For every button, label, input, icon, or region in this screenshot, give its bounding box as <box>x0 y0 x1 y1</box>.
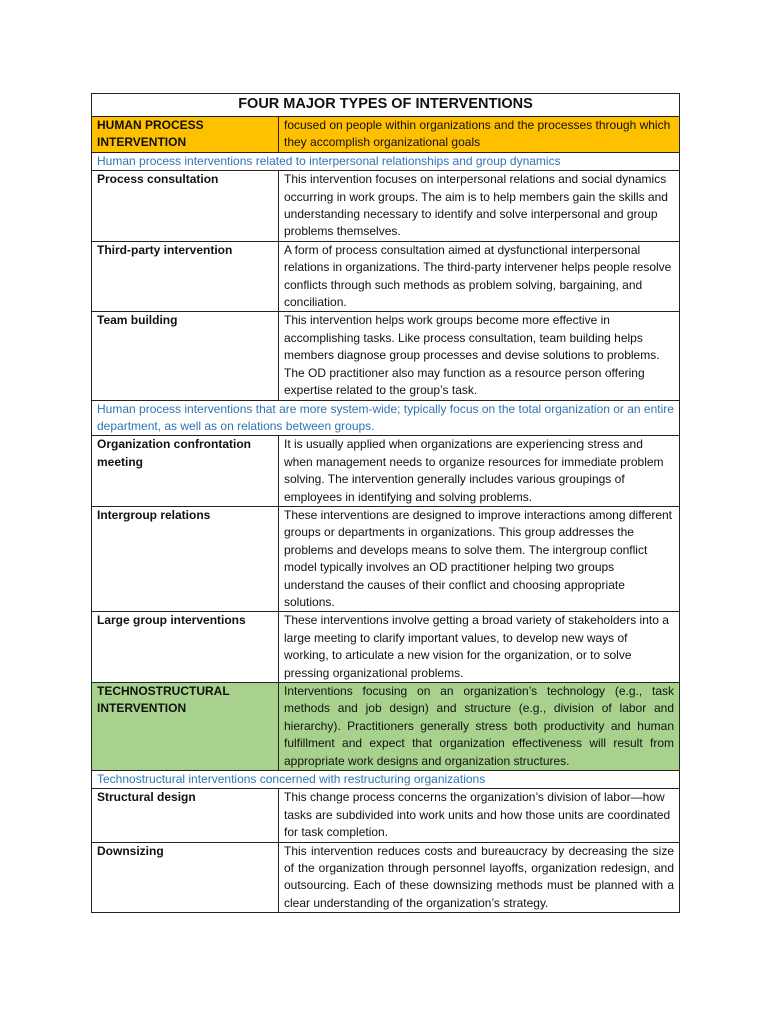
intervention-description: This intervention reduces costs and bureaucracy by decreasing the size of the organization through personnel layoffs, organization redesign, and outsourcing. Each of these downsizing methods must be planned with a clear understanding of the organization’s strategy. <box>279 842 680 913</box>
table-row <box>92 789 680 842</box>
category-description: Interventions focusing on an organization’s technology (e.g., task methods and job design) and structure (e.g., division of labor and hierarchy). Practitioners generally stress both productivity and human fulfillment and expect that organization effectiveness will result from appropriate work designs and organization structures. <box>279 683 680 771</box>
intervention-name: Large group interventions <box>92 612 279 683</box>
subheading-system-wide: Human process interventions that are more system-wide; typically focus on the total organization or an entire department, as well as on relations between groups. <box>92 400 680 436</box>
intervention-description: This change process concerns the organization’s division of labor—how tasks are subdivided into work units and how those units are coordinated for task completion. <box>279 789 680 842</box>
intervention-name: Intergroup relations <box>92 506 279 611</box>
intervention-name: Third-party intervention <box>92 241 279 312</box>
table-row <box>92 312 680 400</box>
intervention-name: Team building <box>92 312 279 400</box>
table-row <box>92 506 680 611</box>
intervention-description: This intervention focuses on interpersonal relations and social dynamics occurring in work groups. The aim is to help members gain the skills and understanding necessary to identify and solve interpersonal and group problems themselves. <box>279 171 680 242</box>
intervention-name: Process consultation <box>92 171 279 242</box>
table-title-row <box>92 94 680 117</box>
category-description: focused on people within organizations and the processes through which they accomplish organizational goals <box>279 117 680 153</box>
table-row <box>92 612 680 683</box>
intervention-description: It is usually applied when organizations are experiencing stress and when management needs to organize resources for immediate problem solving. The intervention generally includes various groupings of employees in identifying and solving problems. <box>279 436 680 507</box>
subheading-row <box>92 771 680 789</box>
interventions-table <box>91 93 680 913</box>
table-row <box>92 171 680 242</box>
intervention-description: This intervention helps work groups become more effective in accomplishing tasks. Like process consultation, team building helps members diagnose group processes and devise solutions to problems. The OD practitioner also may function as a resource person offering expertise related to the group’s task. <box>279 312 680 400</box>
table-title: FOUR MAJOR TYPES OF INTERVENTIONS <box>92 94 680 117</box>
intervention-description: A form of process consultation aimed at dysfunctional interpersonal relations in organizations. The third-party intervener helps people resolve conflicts through such methods as problem solving, bargaining, and conciliation. <box>279 241 680 312</box>
intervention-description: These interventions are designed to improve interactions among different groups or departments in organizations. This group addresses the problems and develops means to solve them. The intergroup conflict model typically involves an OD practitioner helping two groups understand the causes of their conflict and choosing appropriate solutions. <box>279 506 680 611</box>
intervention-name: Organization confrontation meeting <box>92 436 279 507</box>
intervention-name: Downsizing <box>92 842 279 913</box>
table-row <box>92 436 680 507</box>
subheading-restructuring: Technostructural interventions concerned with restructuring organizations <box>92 771 680 789</box>
intervention-name: Structural design <box>92 789 279 842</box>
table-row <box>92 842 680 913</box>
subheading-row <box>92 400 680 436</box>
subheading-row <box>92 152 680 170</box>
table-row <box>92 241 680 312</box>
intervention-description: These interventions involve getting a broad variety of stakeholders into a large meeting to clarify important values, to develop new ways of working, to articulate a new vision for the organization, or to solve pressing organizational problems. <box>279 612 680 683</box>
category-name: TECHNOSTRUCTURAL INTERVENTION <box>92 683 279 771</box>
category-row-human-process <box>92 117 680 153</box>
category-name: HUMAN PROCESS INTERVENTION <box>92 117 279 153</box>
category-row-technostructural <box>92 683 680 771</box>
subheading-interpersonal: Human process interventions related to interpersonal relationships and group dynamics <box>92 152 680 170</box>
